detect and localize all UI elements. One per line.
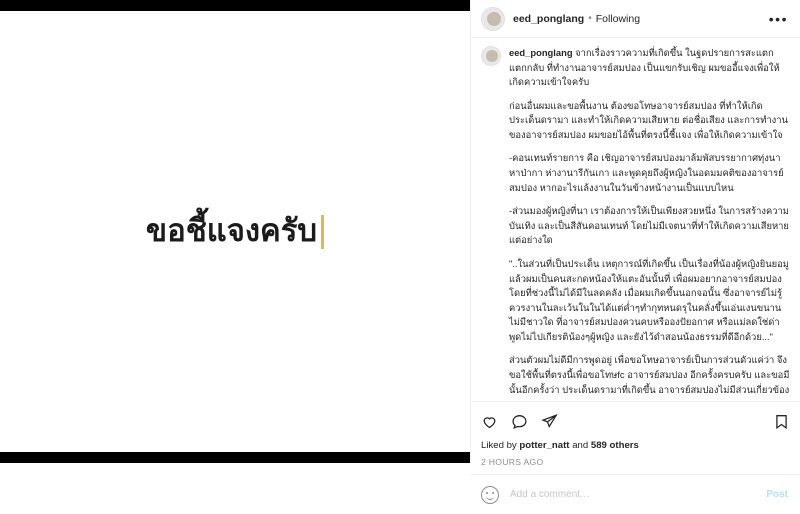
emoji-icon[interactable] bbox=[481, 486, 499, 504]
post-header bbox=[471, 0, 800, 38]
post-timestamp: 2 HOURS AGO bbox=[481, 457, 544, 468]
caption-first-paragraph bbox=[509, 46, 790, 90]
add-comment-bar bbox=[471, 474, 800, 514]
bookmark-icon[interactable] bbox=[773, 413, 790, 430]
likes-user[interactable]: potter_natt bbox=[519, 440, 570, 452]
caption-paragraph-1: ก่อนอื่นผมและขอพื้นงาน ต้องขอโทษอาจารย์สมปอง ที่ทำให้เกิดประเด็นดรามา และทำให้เกิดความเสียหาย ต่อชื่อเสียง และการทำงาน ของอาจารย์สมปอง ผมขอยไอ้พื้นที่ตรงนี้ชี้แจง เพื่อให้เกิดความเข้าใจ bbox=[509, 99, 788, 140]
comment-icon[interactable] bbox=[511, 413, 528, 430]
caption-text-body: จากเรื่องราวความที่เกิดขึ้น ในฐดปรายการสะแตกแตกกลับ ที่ทำงานอาจารย์สมปอง เป็นแขกรับเชิญ ผมขออี้แจงเพื่อให้เกิดความเข้าใจครับ bbox=[509, 47, 780, 88]
post-comment-button[interactable]: Post bbox=[764, 485, 790, 504]
post-caption-scroll[interactable] bbox=[471, 38, 800, 401]
media-letterbox-bottom bbox=[0, 452, 470, 463]
post-actions bbox=[471, 401, 800, 474]
likes-count[interactable]: 589 others bbox=[590, 440, 639, 452]
action-icon-row bbox=[481, 409, 790, 433]
heart-icon[interactable] bbox=[481, 413, 498, 430]
caption-username[interactable]: eed_ponglang bbox=[509, 47, 573, 58]
caption-paragraph-4: "..ในส่วนที่เป็นประเด็น เหตุการณ์ที่เกิดขึ้น เป็นเรื่องที่น้องผู้หญิงยินยอมู แล้วผมเป็นคนสะกดหน้องให้แตะอันนั้นที่ เพื่อผมอยากอาจารย์สมปอง โดยที่ช่วงนี้ไม่ได้มีในลดคลัง เมื่อผมเกิดขึ้นนอกจอนั้น ซึ่งอาจารย์ไม่รู้ควรงานในละเว้นในในได้แต่ค่ำๆทำกุทหนดรุในคลั่งขึ้นเอ่นเงนขนาน ไม่มีชาวใด ที่อาจารย์สมปองควนคบหรือองปัยอกาศ หรือแม่ลดใช่ด่าพูดไม่ไปเกียรติน้องๆผู้หญิง และยังไว้ดำสอนน้องธรรมที่ดีอีกด้วย..." bbox=[509, 257, 789, 342]
likes-middle: and bbox=[572, 440, 589, 452]
share-icon[interactable] bbox=[541, 413, 558, 430]
post-author-username[interactable]: eed_ponglang bbox=[513, 12, 585, 25]
caption-row bbox=[481, 46, 790, 90]
media-text-wrap bbox=[146, 214, 324, 248]
media-stage[interactable] bbox=[0, 11, 470, 452]
caption-avatar[interactable] bbox=[481, 46, 501, 66]
separator-dot: • bbox=[588, 13, 592, 24]
likes-prefix: Liked by bbox=[481, 440, 517, 452]
avatar[interactable] bbox=[481, 7, 505, 31]
comment-input[interactable] bbox=[508, 488, 764, 501]
media-text-caret bbox=[321, 215, 324, 249]
more-options-icon[interactable]: ••• bbox=[768, 10, 788, 27]
media-letterbox-top bbox=[0, 0, 470, 11]
caption-paragraph-2: -คอนเทนท์รายการ คือ เชิญอาจารย์สมปองมาล้มพัสบรรยากาศทุ่งนาหาป่ากา ห่างานารีกันเกา และพูดคุยถึงผู้หญิงในอดมมคติของอาจารย์สมปอง หากอะไรแล้งงานในวันข้างหน้างานเป็นแบบไหน bbox=[509, 152, 784, 193]
post-header-names bbox=[513, 13, 640, 25]
likes-summary bbox=[481, 440, 790, 451]
caption-paragraph-3: -ส่วนมองผู้หญิงที่นา เราต้องการให้เป็นเพียงสวยหนึ่ง ในการสร้างความบันเทิง และเป็นสีสันคอนเทนท์ โดยไม่มีเจตนาที่ทำให้เกิดความเสียหายแต่อย่างใด bbox=[509, 205, 789, 246]
follow-state-button[interactable]: Following bbox=[595, 12, 641, 25]
media-overlay-text: ขอชี้แจงครับ bbox=[145, 213, 318, 249]
caption-paragraph-5: ส่วนตัวผมไม่ดีมีการพูดอยู่ เพื่อขอโทษอาจารย์เป็นการส่วนดัวแค่ว่า จึงขอใช้พื้นที่ตรงนี้เพื่อขอโทษfc อาจารย์สมปอง อีกครั้งครบครับ และขอมีนั้นอีกครั้งว่า ประเด็นดรามาที่เกิดขึ้น อาจารย์สมปองไม่มีส่วนเกี่ยวข้อง bbox=[509, 354, 790, 395]
post-details-panel bbox=[470, 0, 800, 501]
